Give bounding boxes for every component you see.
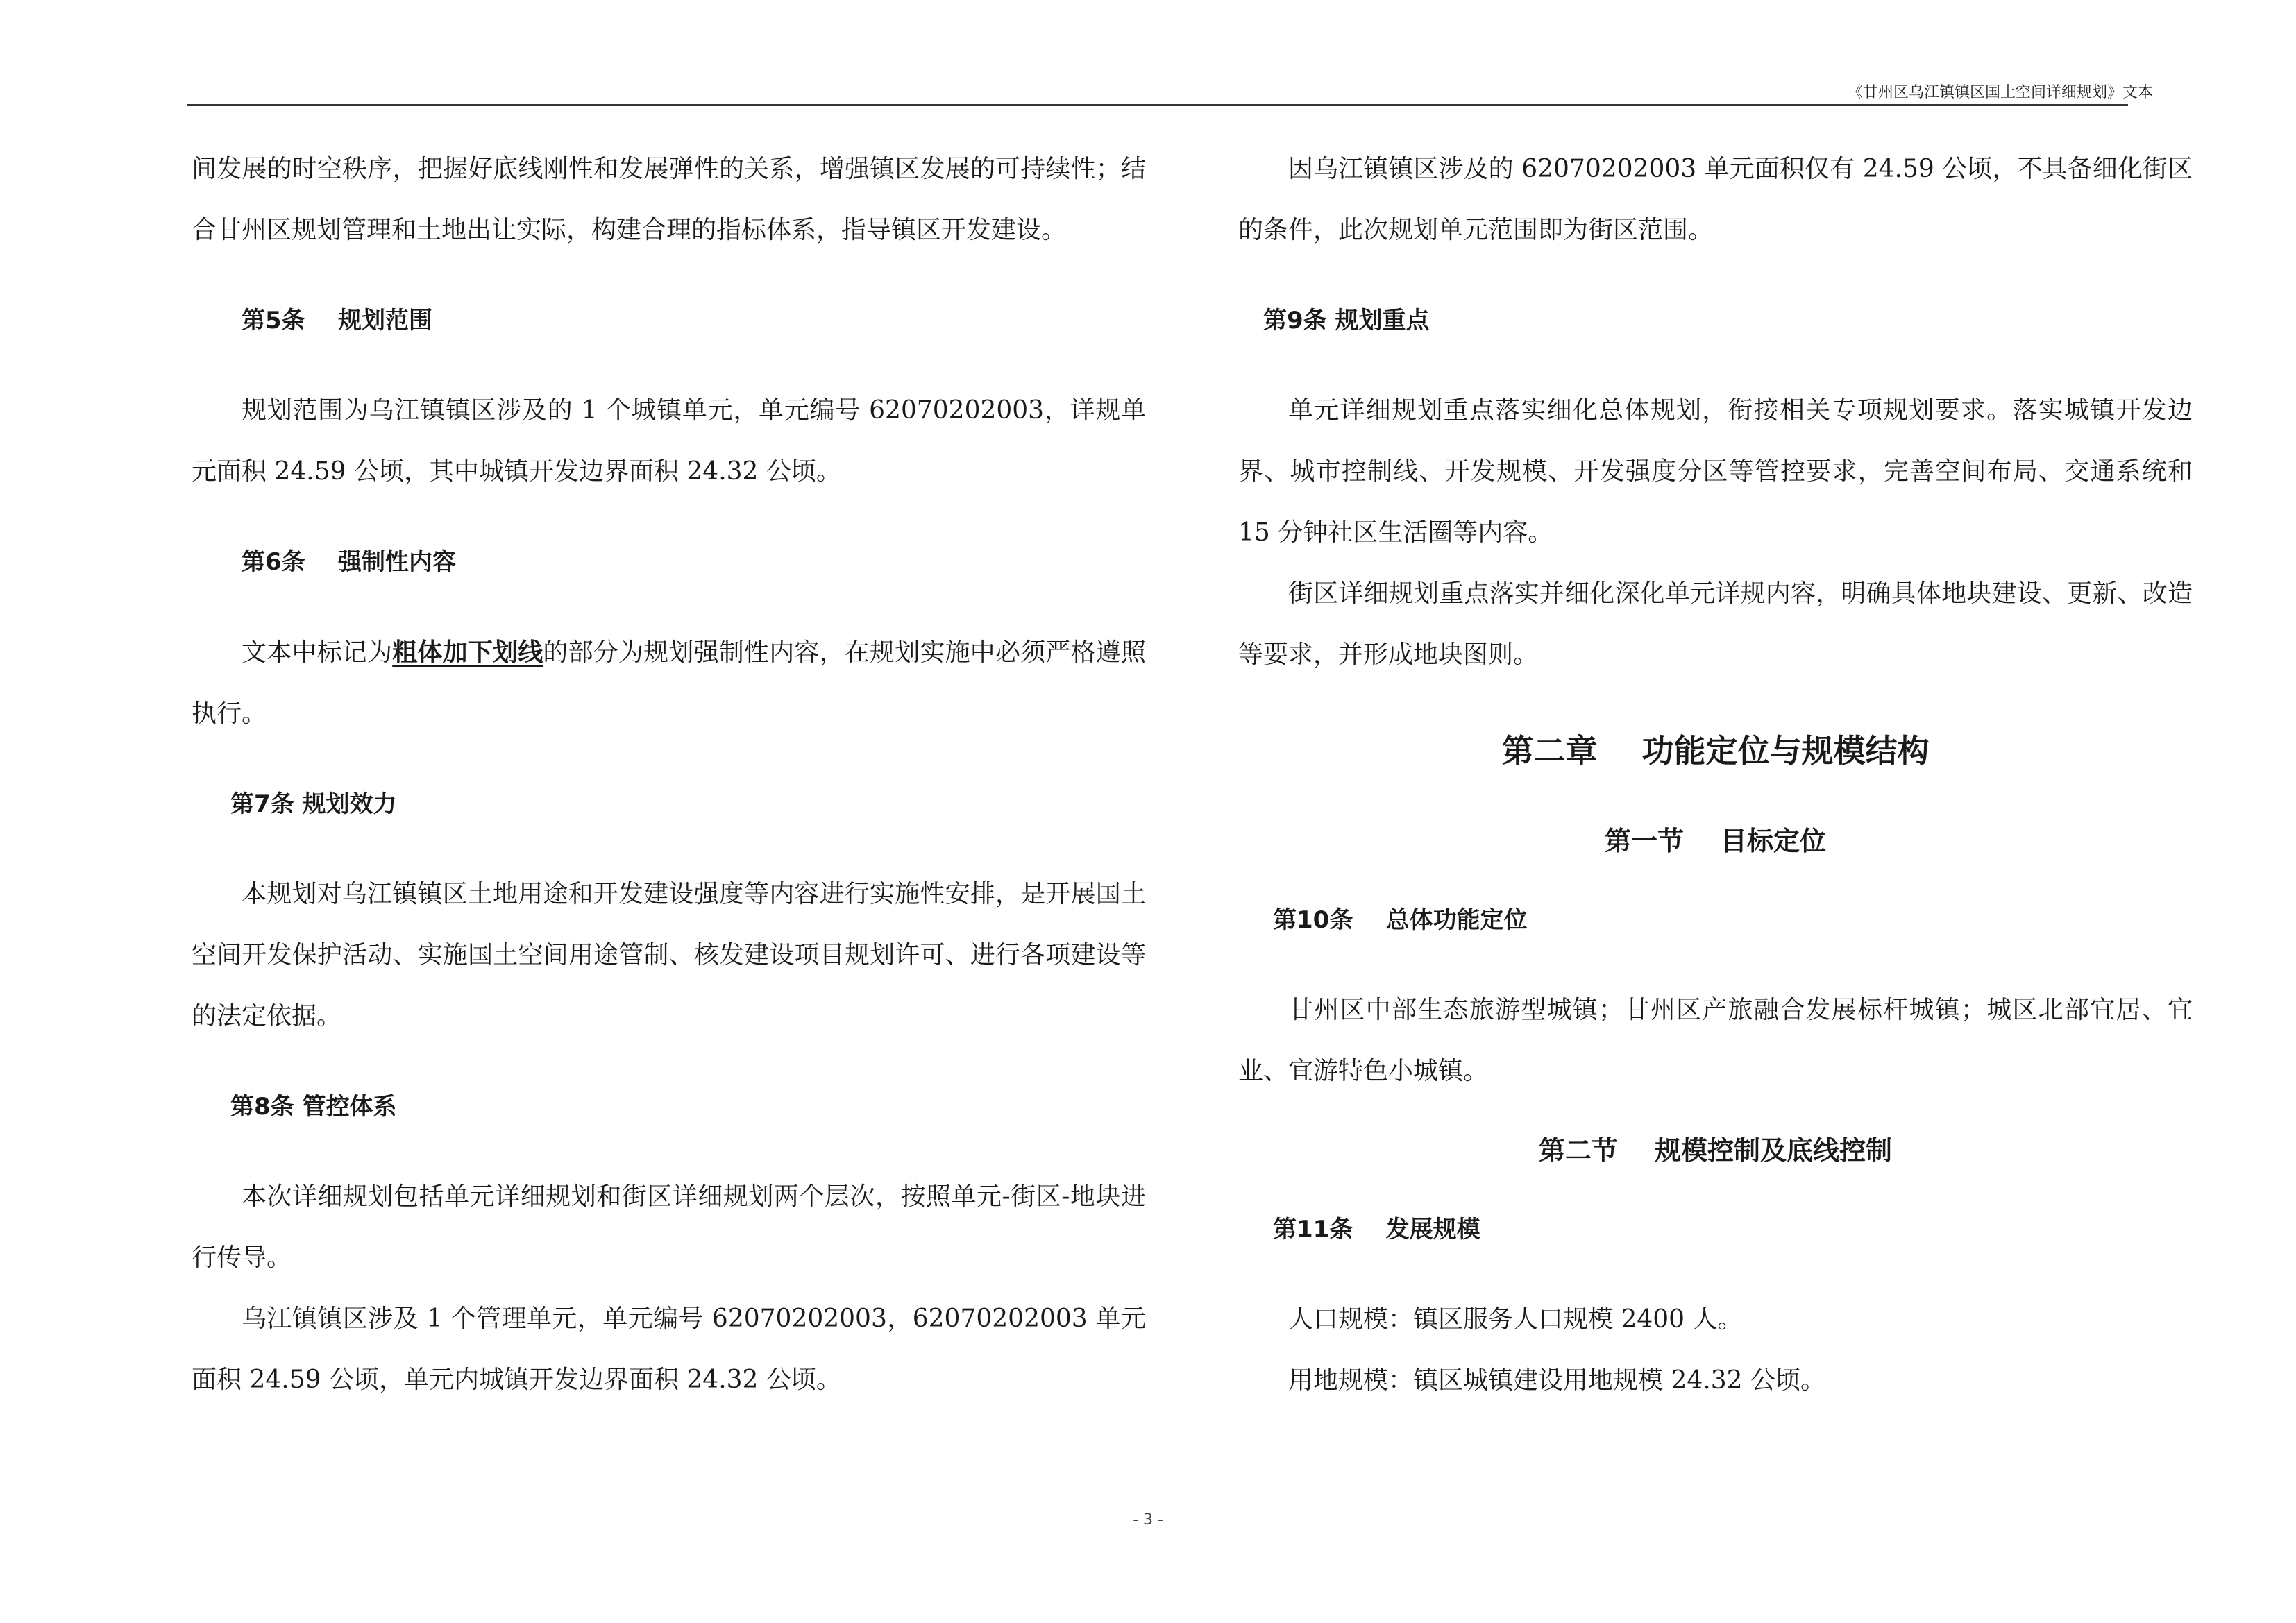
article-8-paragraph-2: 乌江镇镇区涉及 1 个管理单元，单元编号 62070202003，62070202003 单元面积 24.59 公顷，单元内城镇开发边界面积 24.32 公顷。 — [192, 1305, 1146, 1394]
article-10-heading: 第10条 总体功能定位 — [1273, 906, 1528, 934]
article-7-paragraph: 本规划对乌江镇镇区土地用途和开发建设强度等内容进行实施性安排，是开展国土空间开发保护活动、实施国土空间用途管制、核发建设项目规划许可、进行各项建设等的法定依据。 — [192, 880, 1146, 1030]
right-column — [1238, 139, 2193, 1411]
article-6-text-after: 的部分为规划强制性内容，在规划实施中必须严格遵照执行。 — [192, 638, 1146, 728]
article-9-paragraph-1: 单元详细规划重点落实细化总体规划，衔接相关专项规划要求。落实城镇开发边界、城市控制线、开发规模、开发强度分区等管控要求，完善空间布局、交通系统和 15 分钟社区生活圈等内容。 — [1238, 396, 2193, 547]
article-8-heading: 第8条 管控体系 — [230, 1093, 397, 1121]
article-9-paragraph-2: 街区详细规划重点落实并细化深化单元详规内容，明确具体地块建设、更新、改造等要求，并形成地块图则。 — [1238, 579, 2193, 669]
header-rule — [187, 104, 2128, 106]
section-2-title: 第二节 规模控制及底线控制 — [1539, 1135, 1892, 1166]
page-number: - 3 - — [1133, 1511, 1163, 1529]
header-title: 《甘州区乌江镇镇区国土空间详细规划》文本 — [1847, 84, 2153, 101]
article-5-paragraph: 规划范围为乌江镇镇区涉及的 1 个城镇单元，单元编号 62070202003，详规单元面积 24.59 公顷，其中城镇开发边界面积 24.32 公顷。 — [192, 396, 1146, 486]
left-intro-paragraph: 间发展的时空秩序，把握好底线刚性和发展弹性的关系，增强镇区发展的可持续性；结合甘州区规划管理和土地出让实际，构建合理的指标体系，指导镇区开发建设。 — [192, 155, 1146, 244]
article-9-heading: 第9条 规划重点 — [1263, 307, 1430, 334]
right-intro-paragraph: 因乌江镇镇区涉及的 62070202003 单元面积仅有 24.59 公顷，不具备细化街区的条件，此次规划单元范围即为街区范围。 — [1238, 155, 2193, 244]
article-11-paragraph-2: 用地规模：镇区城镇建设用地规模 24.32 公顷。 — [1288, 1366, 1825, 1395]
article-11-paragraph-1: 人口规模：镇区服务人口规模 2400 人。 — [1288, 1305, 1743, 1334]
article-8-paragraph-1: 本次详细规划包括单元详细规划和街区详细规划两个层次，按照单元-街区-地块进行传导。 — [192, 1182, 1146, 1272]
article-10-paragraph: 甘州区中部生态旅游型城镇；甘州区产旅融合发展标杆城镇；城区北部宜居、宜业、宜游特色小城镇。 — [1238, 996, 2193, 1085]
section-1-title: 第一节 目标定位 — [1605, 826, 1826, 856]
chapter-title: 第二章 功能定位与规模结构 — [1501, 732, 1930, 770]
mandatory-marker: 粗体加下划线 — [392, 638, 543, 667]
left-column — [192, 139, 1146, 1411]
article-11-heading: 第11条 发展规模 — [1273, 1216, 1480, 1243]
article-7-heading: 第7条 规划效力 — [230, 790, 397, 818]
article-6-paragraph — [192, 622, 1146, 745]
article-5-heading: 第5条 规划范围 — [242, 307, 433, 334]
article-6-text-before: 文本中标记为 — [242, 638, 393, 667]
article-6-heading: 第6条 强制性内容 — [242, 548, 457, 576]
